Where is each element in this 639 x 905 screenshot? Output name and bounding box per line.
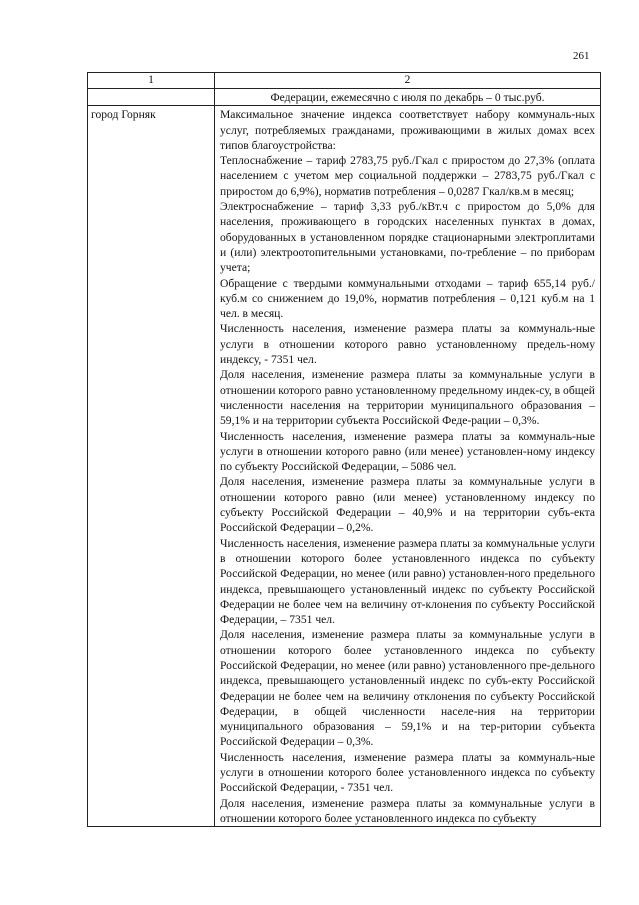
paragraph: Доля населения, изменение размера платы за коммунальные услуги в отношении которого более установленного индекса по субъекту (220, 796, 595, 825)
paragraph: Обращение с твердыми коммунальными отходами – тариф 655,14 руб./куб.м со снижением до 19,0%, норматив потребления – 0,121 куб.м на 1 чел. в месяц. (220, 276, 595, 321)
description-cell (215, 106, 601, 827)
continuation-empty-cell (88, 89, 215, 106)
table-row (88, 106, 601, 827)
paragraph: Электроснабжение – тариф 3,33 руб./кВт.ч с приростом до 5,0% для населения, проживающего в городских населенных пунктах в домах, оборудованных в установленном порядке стационарными электроплитами и (или) электроотопительными установками, по-требление – по приборам учета; (220, 200, 595, 275)
municipality-name: город Горняк (88, 106, 215, 827)
paragraph: Доля населения, изменение размера платы за коммунальные услуги в отношении которого равно (или менее) установленному индексу по субъекту Российской Федерации – 40,9% и на территории субъ-екта Российской Федерации – 0,2%. (220, 475, 595, 535)
paragraph: Численность населения, изменение размера платы за коммуналь-ные услуги в отношении которого более установленного индекса по субъекту Российской Федерации, - 7351 чел. (220, 750, 595, 795)
table-header-row (88, 73, 601, 89)
continuation-text: Федерации, ежемесячно с июля по декабрь – 0 тыс.руб. (215, 89, 601, 106)
page-number: 261 (573, 50, 590, 62)
document-table (87, 72, 601, 827)
paragraph: Численность населения, изменение размера платы за коммунальные услуги в отношении которого более установленного индекса по субъекту Российской Федерации, но менее (или равно) установлен-ного предельного индекса, превышающего установленный индекс по субъекту Российской Федерации не более чем на величину от-клонения по субъекту Российской Федерации, – 7351 чел. (220, 536, 595, 627)
paragraph: Численность населения, изменение размера платы за коммуналь-ные услуги в отношении которого равно (или менее) установлен-ному индексу по субъекту Российской Федерации, – 5086 чел. (220, 429, 595, 474)
column-header-1: 1 (88, 73, 215, 89)
paragraph: Доля населения, изменение размера платы за коммунальные услуги в отношении которого более установленного индекса по субъекту Российской Федерации, но менее (или равно) установленного пре-дельного индекса, превышающего установленный индекс по субъ-екту Российской Федерации не более чем на величину отклонения по субъекту Российской Федерации, в общей численности населе-ния на территории муниципального образования – 59,1% и на тер-ритории субъекта Российской Федерации – 0,3%. (220, 628, 595, 749)
column-header-2: 2 (215, 73, 601, 89)
paragraph: Численность населения, изменение размера платы за коммуналь-ные услуги в отношении которого равно установленному предель-ному индексу, - 7351 чел. (220, 322, 595, 367)
continuation-row (88, 89, 601, 106)
paragraph: Доля населения, изменение размера платы за коммунальные услуги в отношении которого равно установленному предельному индек-су, в общей численности населения на территории муниципального образования – 59,1% и на территории субъекта Российской Феде-рации – 0,3%. (220, 368, 595, 428)
paragraph: Теплоснабжение – тариф 2783,75 руб./Гкал с приростом до 27,3% (оплата населением с учетом мер социальной поддержки – 2783,75 руб./Гкал с приростом до 6,9%), норматив потребления – 0,0287 Гкал/кв.м в месяц; (220, 154, 595, 198)
paragraph: Максимальное значение индекса соответствует набору коммуналь-ных услуг, потребляемых гражданами, проживающими в жилых домах всех типов благоустройства: (220, 108, 595, 152)
